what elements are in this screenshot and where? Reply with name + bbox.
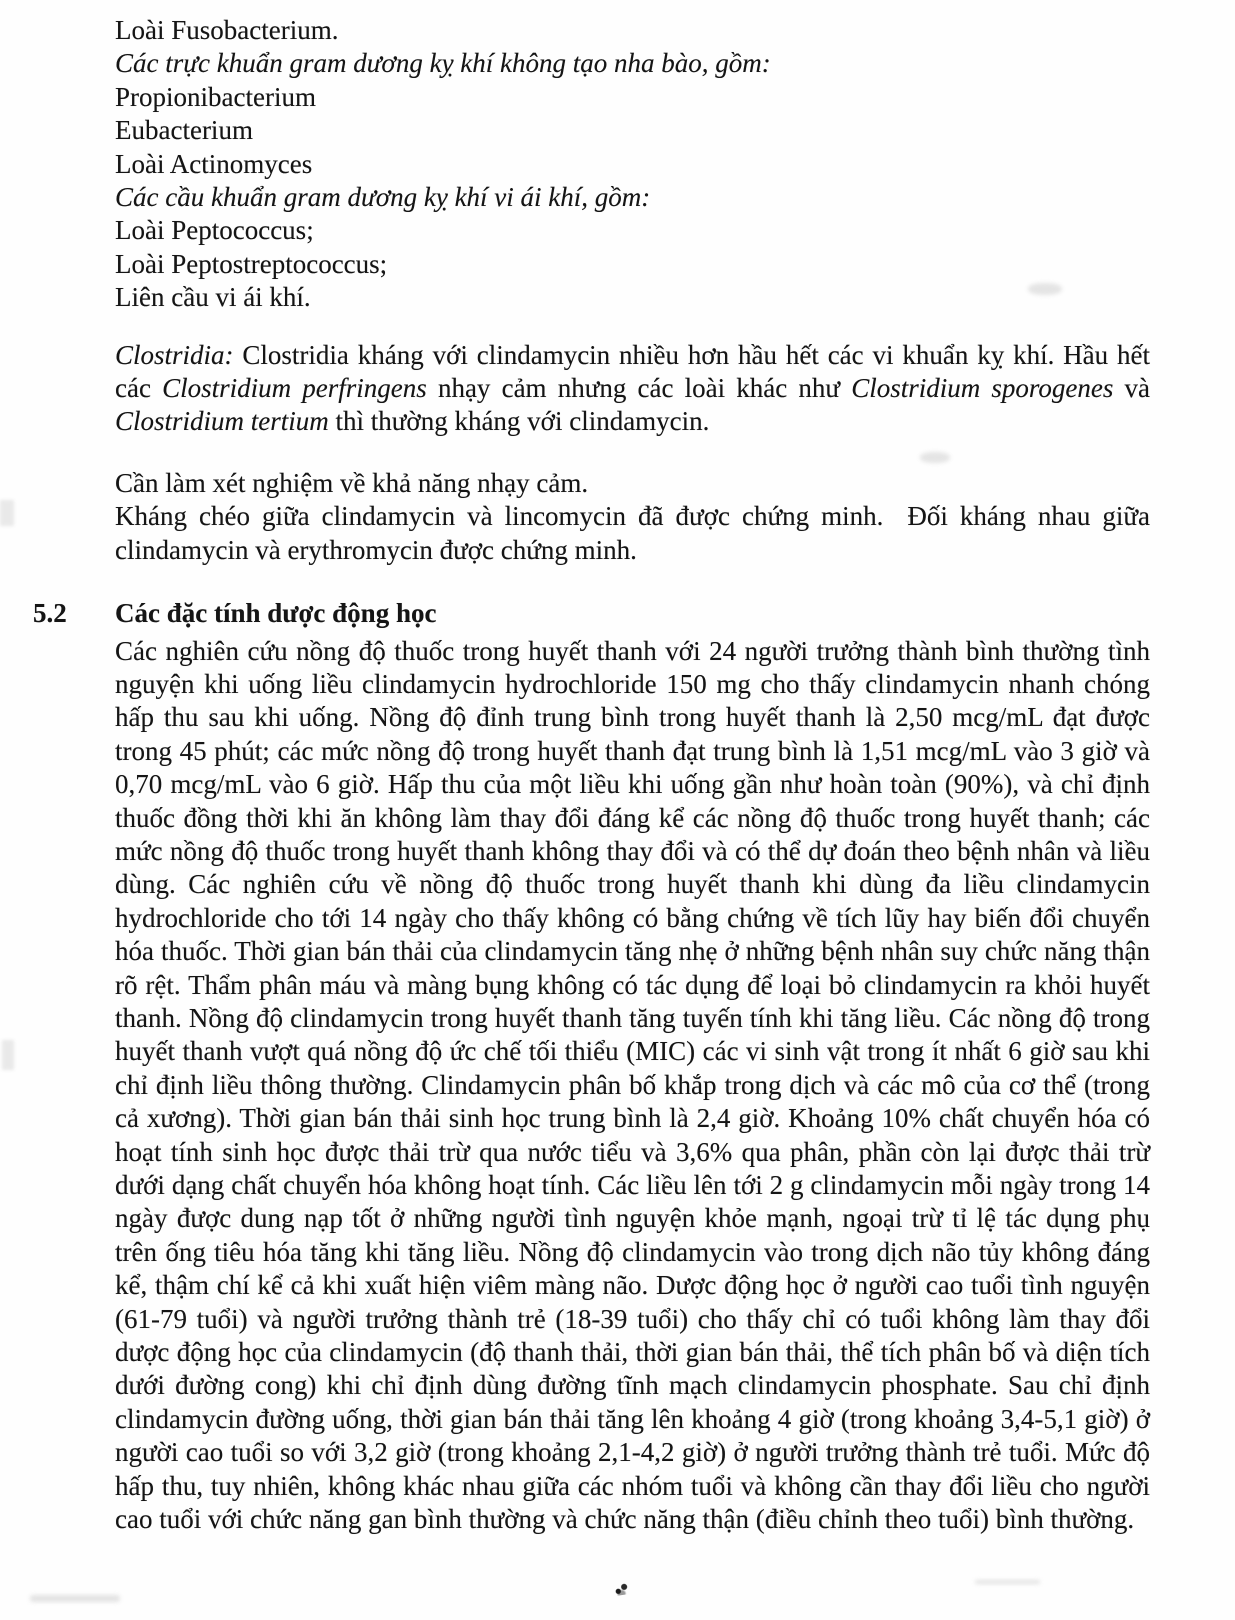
scan-artifact [2, 1040, 14, 1070]
species-name-run: Clostridium tertium [115, 406, 329, 437]
organism-list [115, 0, 1150, 315]
list-item: Eubacterium [115, 115, 253, 146]
scan-artifact [0, 500, 14, 526]
scan-artifact [611, 1582, 632, 1597]
species-name-run: Clostridium sporogenes [851, 373, 1114, 404]
species-name-run: Clostridium perfringens [162, 373, 427, 404]
list-item: Liên cầu vi ái khí. [115, 282, 311, 313]
text-run: và [1113, 373, 1150, 404]
list-item: Loài Peptostreptococcus; [115, 248, 388, 279]
scan-artifact [975, 1580, 1040, 1584]
species-name-run: Clostridia: [115, 339, 234, 370]
section-number: 5.2 [33, 598, 67, 629]
pharmacokinetics-paragraph: Các nghiên cứu nồng độ thuốc trong huyết thanh với 24 người trưởng thành bình thường tình nguyện khi uống liều clindamycin hydrochloride 150 mg cho thấy clindamycin nhanh chóng hấp thu sau khi uống. Nồng độ đỉnh trung bình trong huyết thanh là 2,50 mcg/mL đạt được trong 45 phút; các mức nồng độ trong huyết thanh đạt trung bình là 1,51 mcg/mL vào 3 giờ và 0,70 mcg/mL vào 6 giờ. Hấp thu của một liều khi uống gần như hoàn toàn (90%), và chỉ định thuốc đồng thời khi ăn không làm thay đổi đáng kể các nồng độ thuốc trong huyết thanh; các mức nồng độ thuốc trong huyết thanh không thay đổi và có thể dự đoán theo bệnh nhân và liều dùng. Các nghiên cứu về nồng độ thuốc trong huyết thanh khi dùng đa liều clindamycin hydrochloride cho tới 14 ngày cho thấy không có bằng chứng về tích lũy hay biến đổi chuyển hóa thuốc. Thời gian bán thải của clindamycin tăng nhẹ ở những bệnh nhân suy chức năng thận rõ rệt. Thẩm phân máu và màng bụng không có tác dụng để loại bỏ clindamycin ra khỏi huyết thanh. Nồng độ clindamycin trong huyết thanh tăng tuyến tính khi tăng liều. Các nồng độ trong huyết thanh vượt quá nồng độ ức chế tối thiểu (MIC) các vi sinh vật trong ít nhất 6 giờ sau khi chỉ định liều thông thường. Clindamycin phân bố khắp trong dịch và các mô của cơ thể (trong cả xương). Thời gian bán thải sinh học trung bình là 2,4 giờ. Khoảng 10% chất chuyển hóa có hoạt tính sinh học được thải trừ qua nước tiểu và 3,6% qua phân, phần còn lại được thải trừ dưới dạng chất chuyển hóa không hoạt tính. Các liều lên tới 2 g clindamycin mỗi ngày trong 14 ngày được dung nạp tốt ở những người tình nguyện khỏe mạnh, ngoại trừ tỉ lệ tác dụng phụ trên ống tiêu hóa tăng khi tăng liều. Nồng độ clindamycin vào trong dịch não tủy không đáng kể, thậm chí kể cả khi xuất hiện viêm màng não. Dược động học ở người cao tuổi tình nguyện (61-79 tuổi) và người trưởng thành trẻ (18-39 tuổi) cho thấy chỉ có tuổi không làm thay đổi dược động học của clindamycin (độ thanh thải, thời gian bán thải, thể tích phân bố và diện tích dưới đường cong) khi chỉ định dùng đường tĩnh mạch clindamycin phosphate. Sau chỉ định clindamycin đường uống, thời gian bán thải tăng lên khoảng 4 giờ (trong khoảng 3,4-5,1 giờ) ở người cao tuổi so với 3,2 giờ (trong khoảng 2,1-4,2 giờ) ở người trưởng thành trẻ tuổi. Mức độ hấp thu, tuy nhiên, không khác nhau giữa các nhóm tuổi và không cần thay đổi liều cho người cao tuổi với chức năng gan bình thường và chức năng thận (điều chỉnh theo tuổi) bình thường. [115, 635, 1150, 1535]
list-item: Các trực khuẩn gram dương kỵ khí không tạo nha bào, gồm: [115, 48, 771, 79]
susceptibility-test-note: Cần làm xét nghiệm về khả năng nhạy cảm. [115, 467, 589, 498]
list-item: Loài Peptococcus; [115, 215, 314, 246]
list-item: Propionibacterium [115, 81, 316, 112]
text-run: thì thường kháng với clindamycin. [328, 406, 710, 437]
section-title: Các đặc tính dược động học [115, 598, 437, 629]
clostridia-paragraph [115, 339, 1150, 439]
susceptibility-block [115, 467, 1157, 567]
list-item: Các cầu khuẩn gram dương kỵ khí vi ái khí, gồm: [115, 182, 651, 213]
page-content [33, 0, 1157, 1536]
scan-artifact [30, 1595, 120, 1602]
cross-resistance-note: Kháng chéo giữa clindamycin và lincomycin đã được chứng minh. Đối kháng nhau giữa clindamycin và erythromycin được chứng minh. [115, 501, 1157, 565]
list-item: Loài Actinomyces [115, 148, 313, 179]
text-run: nhạy cảm nhưng các loài khác như [426, 373, 852, 404]
section-5-2-heading [33, 597, 1150, 630]
text-run: Clostridia kháng với clindamycin nhiều hơn hầu hết các vi khuẩn kỵ khí. Hầu hết các [115, 339, 1150, 404]
list-item: Loài Fusobacterium. [115, 15, 339, 45]
